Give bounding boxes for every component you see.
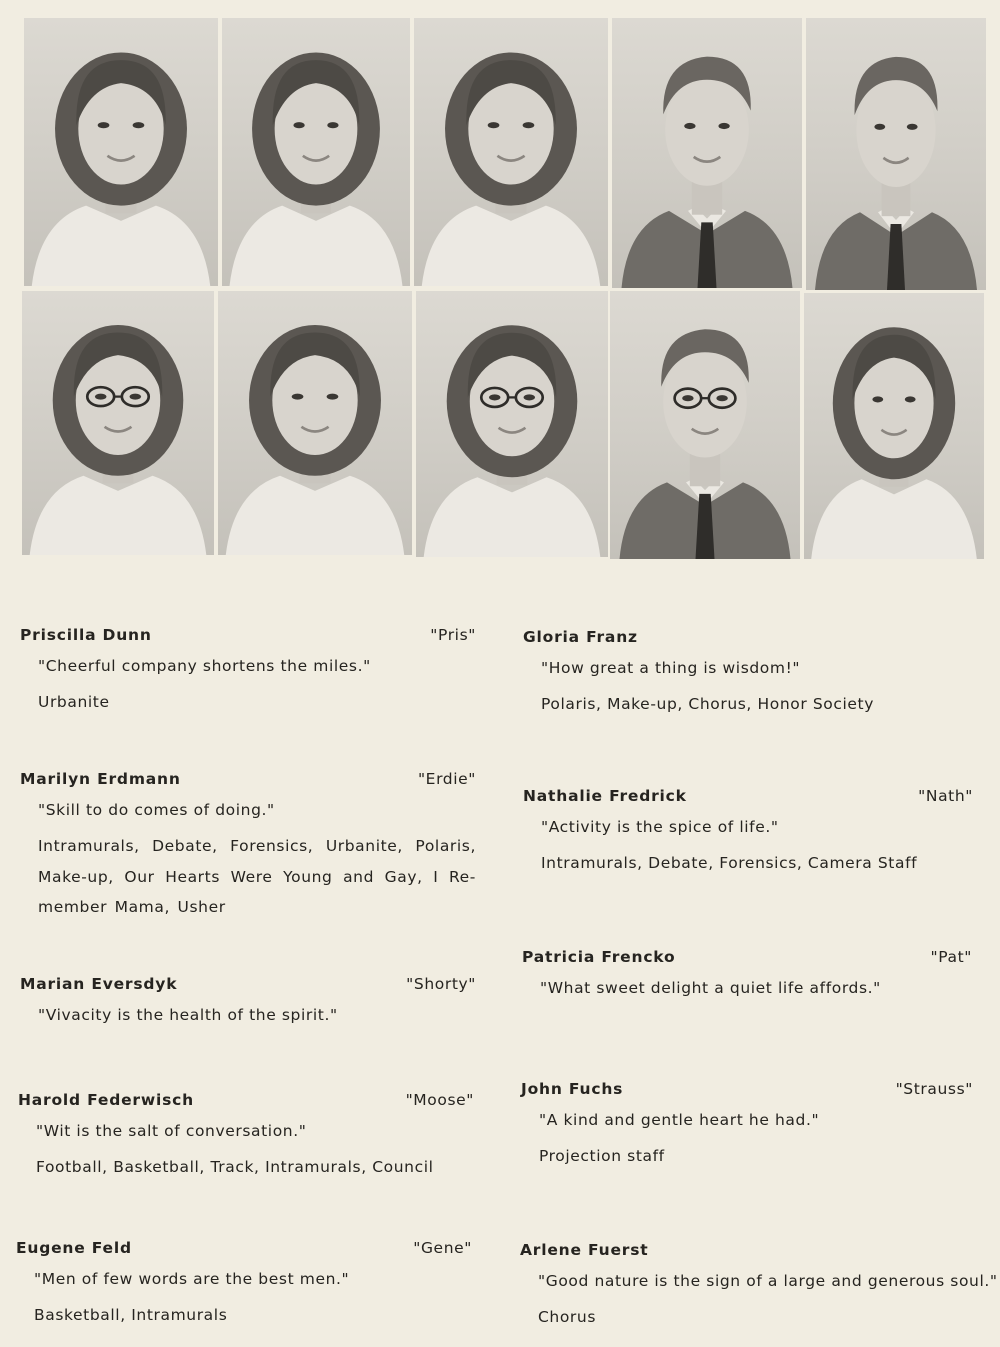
senior-entry-nathalie-fredrick xyxy=(523,787,973,887)
student-quote: "Cheerful company shortens the miles." xyxy=(38,657,371,675)
portrait-silhouette xyxy=(806,18,986,290)
senior-entry-arlene-fuerst xyxy=(520,1241,998,1341)
student-nickname: "Moose" xyxy=(405,1091,474,1109)
student-quote: "Men of few words are the best men." xyxy=(34,1270,350,1288)
student-activities: Polaris, Make-up, Chorus, Honor Society xyxy=(541,695,874,713)
student-quote: "Good nature is the sign of a large and generous soul." xyxy=(538,1272,998,1290)
portrait-photo xyxy=(218,291,412,555)
student-name: John Fuchs xyxy=(521,1080,624,1098)
student-quote: "Vivacity is the health of the spirit." xyxy=(38,1006,338,1024)
student-activities: Basketball, Intramurals xyxy=(34,1306,228,1324)
portrait-photo xyxy=(610,291,800,559)
portrait-silhouette xyxy=(218,291,412,555)
senior-entry-patricia-frencko xyxy=(522,948,972,1008)
student-name: Eugene Feld xyxy=(16,1239,132,1257)
portrait-silhouette xyxy=(804,293,984,559)
student-name: Marilyn Erdmann xyxy=(20,770,181,788)
student-quote: "How great a thing is wisdom!" xyxy=(541,659,801,677)
student-quote: "Skill to do comes of doing." xyxy=(38,801,275,819)
portrait-photo xyxy=(24,18,218,286)
portrait-silhouette xyxy=(414,18,608,286)
portrait-silhouette xyxy=(22,291,214,555)
student-quote: "What sweet delight a quiet life affords." xyxy=(540,979,881,997)
student-activities: Intramurals, Debate, Forensics, Urbanite, Polaris, Make-up, Our Hearts Were Young and Gay, I Re- member Mama, Usher xyxy=(38,837,476,916)
portrait-photo xyxy=(804,293,984,559)
portrait-photo xyxy=(806,18,986,290)
student-nickname: "Erdie" xyxy=(417,770,476,788)
portrait-photo xyxy=(612,18,802,288)
student-nickname: "Strauss" xyxy=(895,1080,973,1098)
student-activities: Football, Basketball, Track, Intramurals, Council xyxy=(36,1158,434,1176)
student-activities: Intramurals, Debate, Forensics, Camera Staff xyxy=(541,854,918,872)
student-nickname: "Shorty" xyxy=(406,975,476,993)
student-name: Priscilla Dunn xyxy=(20,626,152,644)
portrait-silhouette xyxy=(610,291,800,559)
portrait-photo xyxy=(22,291,214,555)
student-name: Patricia Frencko xyxy=(522,948,676,966)
portrait-photo xyxy=(222,18,410,286)
portrait-silhouette xyxy=(222,18,410,286)
senior-entry-eugene-feld xyxy=(16,1239,472,1339)
portrait-photo xyxy=(416,291,608,557)
student-name: Gloria Franz xyxy=(523,628,638,646)
student-activities: Urbanite xyxy=(38,693,110,711)
portrait-silhouette xyxy=(416,291,608,557)
student-nickname: "Pris" xyxy=(430,626,476,644)
senior-entry-marilyn-erdmann xyxy=(20,770,476,930)
student-name: Marian Eversdyk xyxy=(20,975,178,993)
portrait-silhouette xyxy=(612,18,802,288)
student-quote: "Wit is the salt of conversation." xyxy=(36,1122,307,1140)
portrait-photo xyxy=(414,18,608,286)
senior-entry-marian-eversdyk xyxy=(20,975,476,1035)
senior-entry-priscilla-dunn xyxy=(20,626,476,726)
senior-entry-john-fuchs xyxy=(521,1080,973,1180)
student-name: Nathalie Fredrick xyxy=(523,787,687,805)
portrait-silhouette xyxy=(24,18,218,286)
student-nickname: "Nath" xyxy=(918,787,973,805)
student-quote: "Activity is the spice of life." xyxy=(541,818,779,836)
student-name: Arlene Fuerst xyxy=(520,1241,649,1259)
senior-entry-gloria-franz xyxy=(523,628,979,728)
senior-entry-harold-federwisch xyxy=(18,1091,474,1191)
student-activities: Projection staff xyxy=(539,1147,665,1165)
student-nickname: "Gene" xyxy=(413,1239,472,1257)
student-quote: "A kind and gentle heart he had." xyxy=(539,1111,820,1129)
portrait-grid xyxy=(0,0,1000,560)
student-name: Harold Federwisch xyxy=(18,1091,194,1109)
student-nickname: "Pat" xyxy=(930,948,972,966)
student-activities: Chorus xyxy=(538,1308,597,1326)
